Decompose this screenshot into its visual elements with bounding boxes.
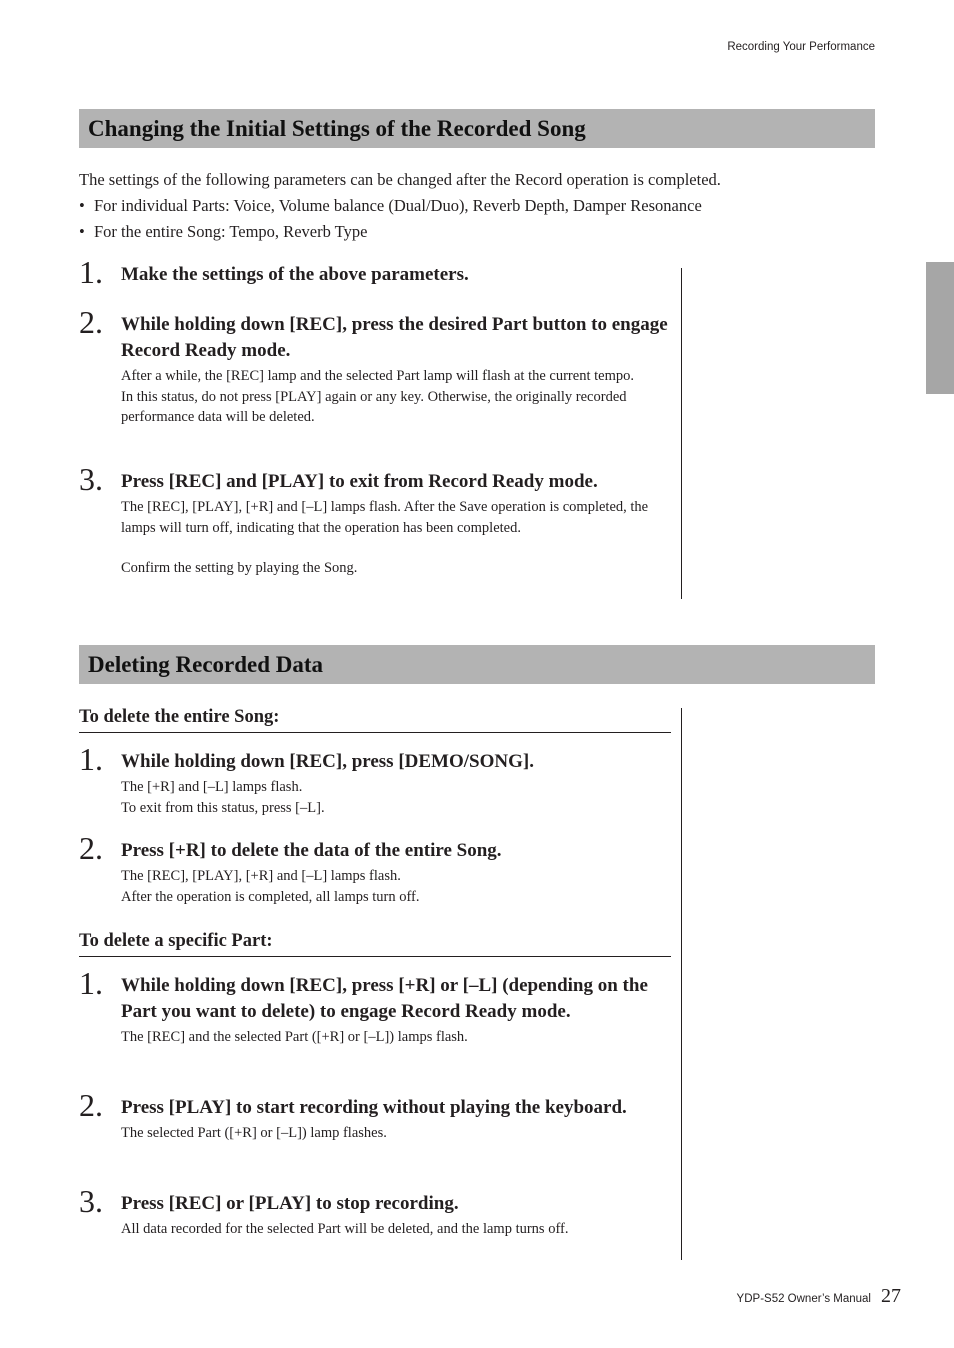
step-note: After a while, the [REC] lamp and the selected Part lamp will flash at the current tempo. [121,368,634,384]
page-footer [737,1285,901,1308]
list-item: • For individual Parts: Voice, Volume balance (Dual/Duo), Reverb Depth, Damper Resonance [79,196,702,215]
step-number: 1. [79,254,103,290]
step-body [121,1123,674,1144]
step-note: The [+R] and [–L] lamps flash. [121,779,303,795]
step-number: 1. [79,965,103,1001]
step-title: While holding down [REC], press [DEMO/SONG]. [121,751,534,772]
subhead-specific-part: To delete a specific Part: [79,930,671,957]
step-body [121,1219,674,1240]
s2a-step-2 [79,830,674,907]
s2a-step-1 [79,741,674,818]
section-title-changing-settings: Changing the Initial Settings of the Recorded Song [79,109,875,148]
step-note: All data recorded for the selected Part will be deleted, and the lamp turns off. [121,1221,569,1237]
step-title: Press [REC] and [PLAY] to exit from Record Ready mode. [121,471,598,492]
s1-step-3 [79,461,674,579]
step-number: 1. [79,741,103,777]
step-body [121,1027,674,1048]
step-body [121,497,674,579]
step-note: Confirm the setting by playing the Song. [121,560,358,576]
s1-step-1 [79,254,674,290]
step-title: Press [REC] or [PLAY] to stop recording. [121,1193,459,1214]
step-note: To exit from this status, press [–L]. [121,799,325,816]
step-note: In this status, do not press [PLAY] again or any key. Otherwise, the originally recorded performance data will be deleted. [121,388,627,425]
step-body [121,366,674,428]
manual-title: YDP-S52 Owner’s Manual [736,1293,871,1305]
s2b-step-3 [79,1183,674,1240]
parameter-list [79,193,869,245]
step-number: 2. [79,830,103,866]
s2b-step-2 [79,1087,674,1144]
step-note: The selected Part ([+R] or [–L]) lamp flashes. [121,1125,387,1141]
step-number: 3. [79,1183,103,1219]
step-note: The [REC], [PLAY], [+R] and [–L] lamps flash. [121,868,401,884]
step-number: 3. [79,461,103,497]
subhead-entire-song: To delete the entire Song: [79,706,671,733]
step-body [121,777,674,818]
column-rule [681,708,682,1260]
step-title: While holding down [REC], press [+R] or [–L] (depending on the Part you want to delete) to engage Record Ready mode. [121,975,648,1022]
intro-text: The settings of the following parameters can be changed after the Record operation is completed. [79,170,721,189]
step-number: 2. [79,1087,103,1123]
step-title: Press [+R] to delete the data of the entire Song. [121,840,502,861]
page-number: 27 [881,1285,901,1307]
step-note: After the operation is completed, all lamps turn off. [121,888,420,905]
step-title: Press [PLAY] to start recording without playing the keyboard. [121,1097,627,1118]
step-body [121,866,674,907]
step-note: The [REC] and the selected Part ([+R] or [–L]) lamps flash. [121,1029,468,1045]
step-number: 2. [79,304,103,340]
s2b-step-1 [79,965,674,1048]
running-head: Recording Your Performance [727,41,875,53]
section1-intro [79,167,869,245]
s1-step-2 [79,304,674,428]
thumb-tab [926,262,954,394]
step-title: Make the settings of the above parameters. [121,264,469,285]
section-title-deleting-data: Deleting Recorded Data [79,645,875,684]
list-item: • For the entire Song: Tempo, Reverb Type [79,222,368,241]
step-note: The [REC], [PLAY], [+R] and [–L] lamps flash. After the Save operation is completed, the lamps will turn off, indicating that the operation has been completed. [121,499,649,536]
step-title: While holding down [REC], press the desired Part button to engage Record Ready mode. [121,314,668,361]
column-rule [681,268,682,599]
